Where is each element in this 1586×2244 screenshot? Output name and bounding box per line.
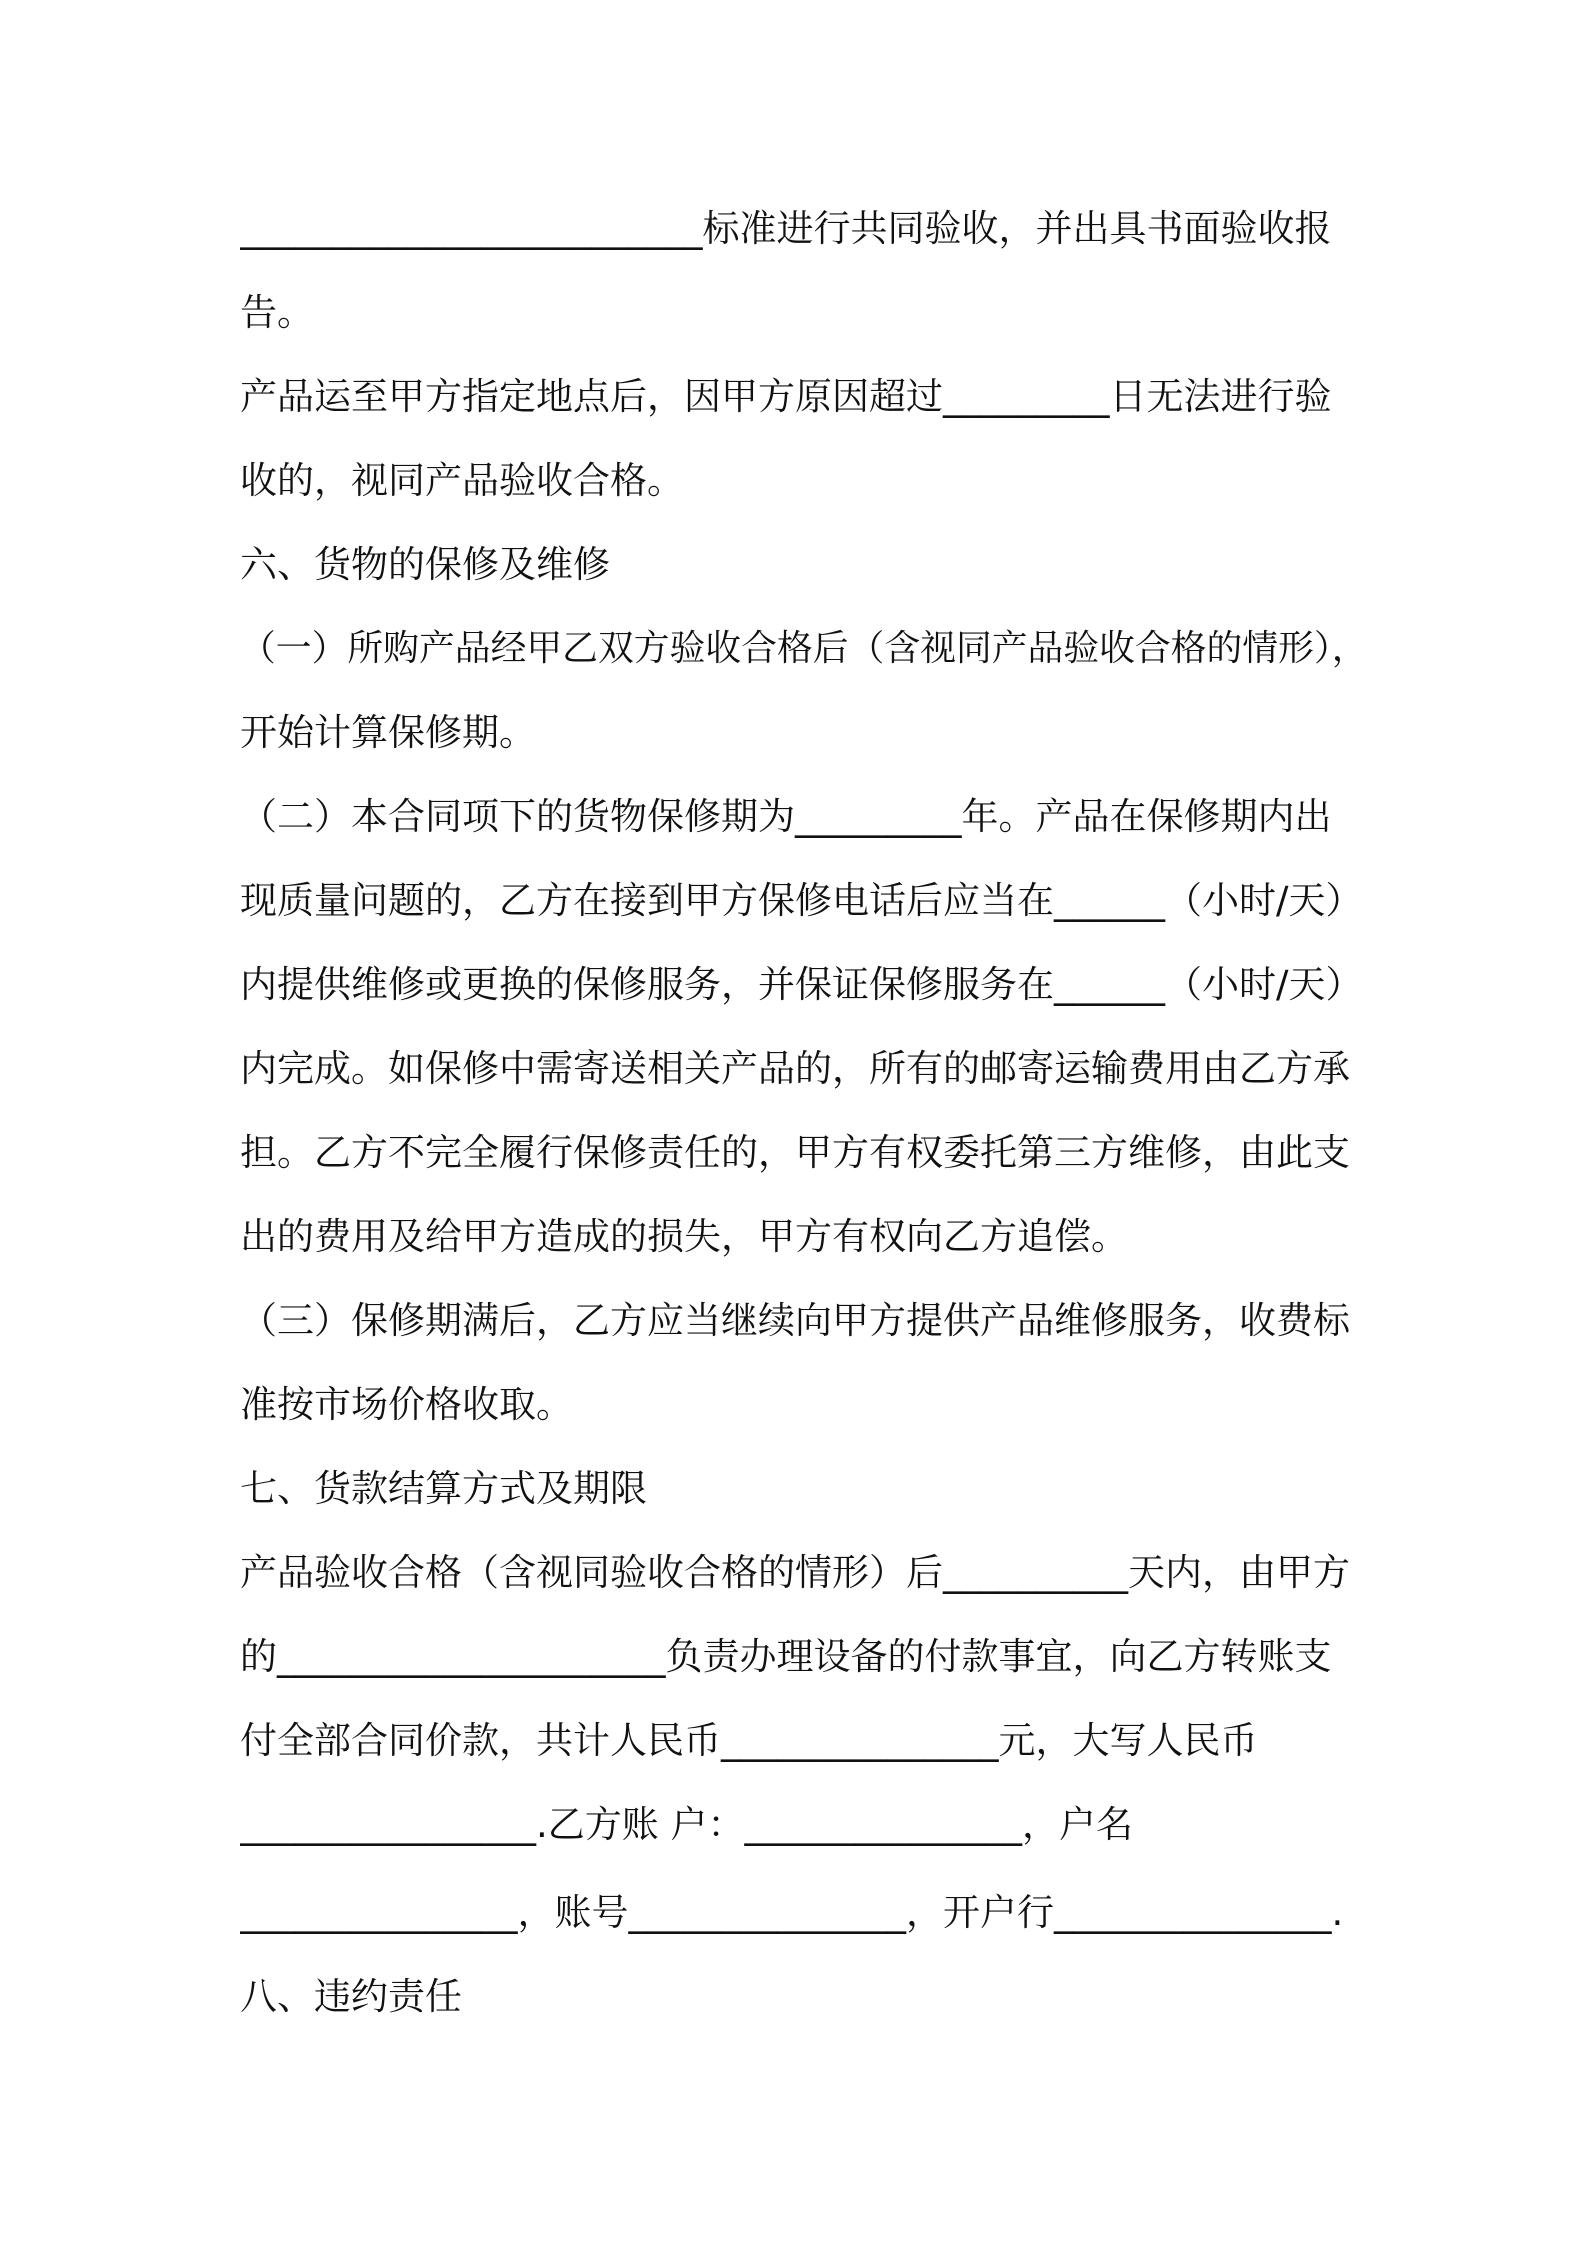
text-line: 内完成。如保修中需寄送相关产品的，所有的邮寄运输费用由乙方承 [240,1047,1350,1090]
text-line: 内提供维修或更换的保修服务，并保证保修服务在______（小时/天） [240,963,1363,1006]
text-line: 收的，视同产品验收合格。 [240,459,684,502]
text-line: 告。 [240,291,314,334]
text-line: 现质量问题的，乙方在接到甲方保修电话后应当在______（小时/天） [240,879,1363,922]
text-line: 出的费用及给甲方造成的损失，甲方有权向乙方追偿。 [240,1215,1128,1258]
section-heading-6: 六、货物的保修及维修 [240,543,610,586]
text-line: 付全部合同价款，共计人民币_______________元，大写人民币 [240,1719,1258,1762]
text-line: 产品验收合格（含视同验收合格的情形）后__________天内，由甲方 [240,1551,1350,1594]
text-line: 准按市场价格收取。 [240,1383,573,1426]
text-line: 产品运至甲方指定地点后，因甲方原因超过_________日无法进行验 [240,375,1332,418]
section-heading-8: 八、违约责任 [240,1975,462,2018]
text-line: 开始计算保修期。 [240,711,536,754]
text-line: （二）本合同项下的货物保修期为_________年。产品在保修期内出 [240,795,1332,838]
text-line: （一）所购产品经甲乙双方验收合格后（含视同产品验收合格的情形）， [240,628,1368,669]
text-line: ________________.乙方账 户：_______________，户名 [240,1803,1134,1846]
text-line: 的_____________________负责办理设备的付款事宜，向乙方转账支 [240,1635,1332,1678]
text-line: _________________________标准进行共同验收，并出具书面验收报 [240,207,1332,250]
text-line: （三）保修期满后，乙方应当继续向甲方提供产品维修服务，收费标 [240,1299,1350,1342]
text-line: _______________，账号_______________，开户行_______________. [240,1891,1344,1934]
section-heading-7: 七、货款结算方式及期限 [240,1467,647,1510]
text-line: 担。乙方不完全履行保修责任的，甲方有权委托第三方维修，由此支 [240,1131,1350,1174]
